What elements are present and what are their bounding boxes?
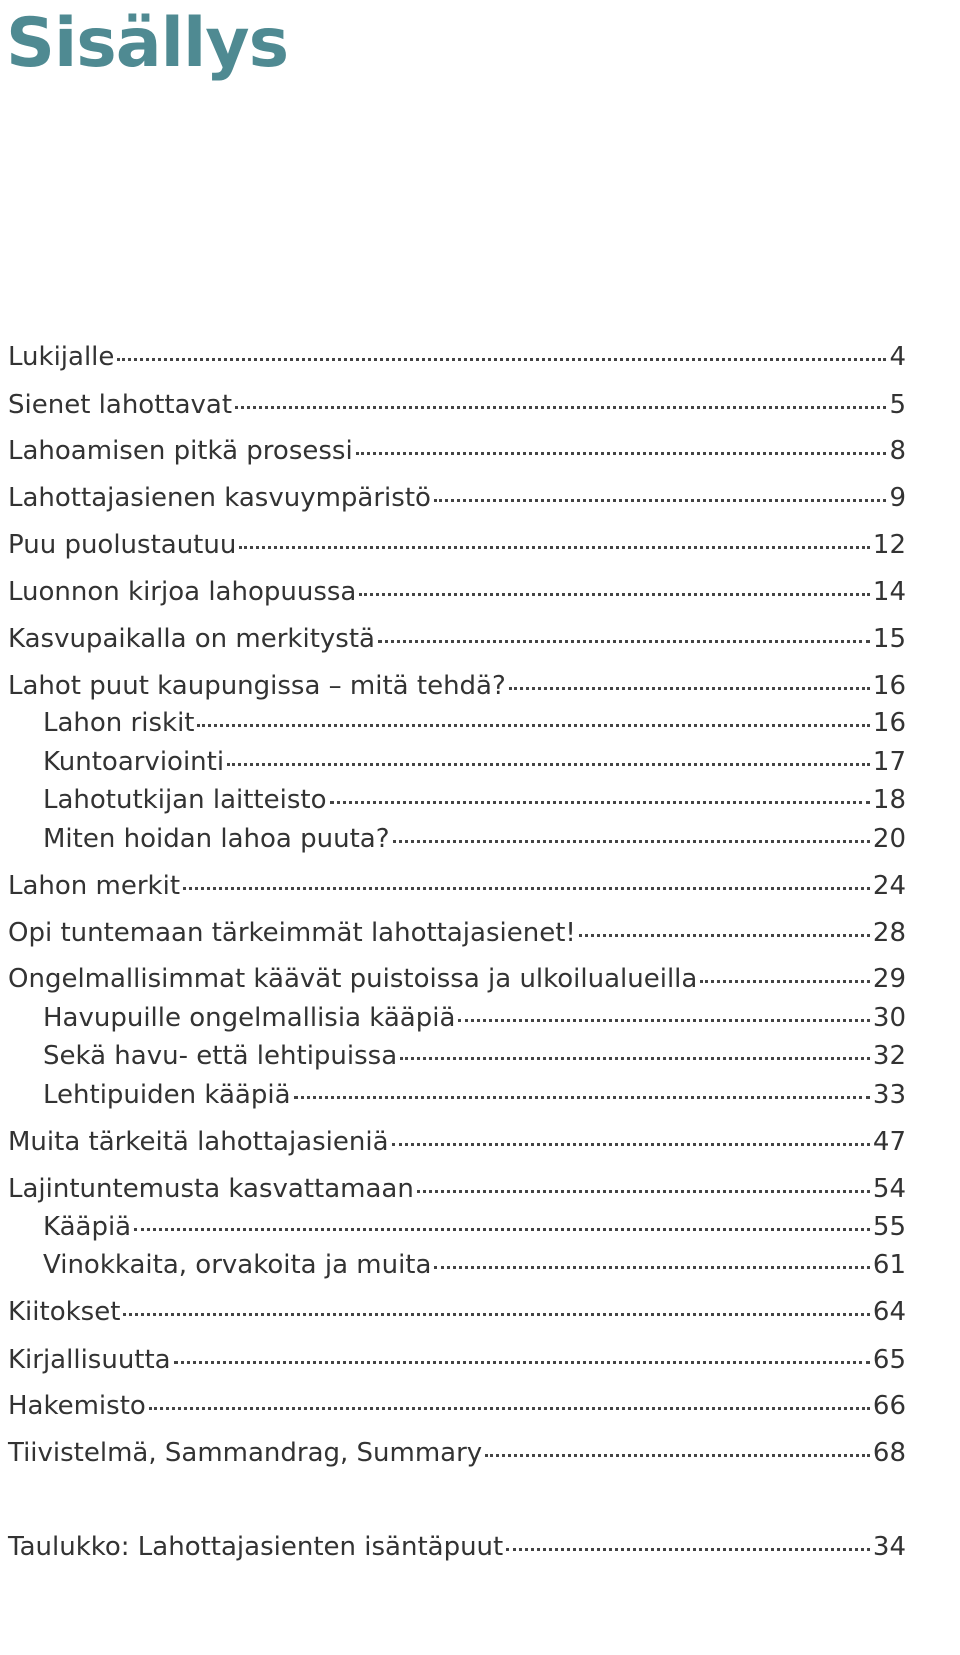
toc-entry xyxy=(8,388,906,422)
toc-entry-label: Sienet lahottavat xyxy=(8,390,233,420)
toc-entry xyxy=(8,622,906,656)
toc-entry-label: Lukijalle xyxy=(8,342,115,372)
toc-entry-label: Taulukko: Lahottajasienten isäntäpuut xyxy=(8,1532,504,1562)
toc-entry xyxy=(8,1530,906,1564)
toc-entry xyxy=(43,822,906,856)
toc-entry-page-number: 29 xyxy=(872,964,906,994)
page-title: Sisällys xyxy=(6,4,289,83)
toc-entry-page-number: 64 xyxy=(872,1297,906,1327)
toc-entry-page-number: 12 xyxy=(872,530,906,560)
dot-leader xyxy=(117,352,886,361)
toc-entry-label: Lehtipuiden kääpiä xyxy=(43,1080,291,1110)
toc-entry xyxy=(43,1039,906,1073)
toc-entry-label: Lahon merkit xyxy=(8,871,181,901)
dot-leader xyxy=(485,1448,870,1457)
toc-entry-label: Lahoamisen pitkä prosessi xyxy=(8,436,353,466)
toc-entry-label: Vinokkaita, orvakoita ja muita xyxy=(43,1250,432,1280)
toc-entry xyxy=(43,745,906,779)
dot-leader xyxy=(434,493,887,502)
dot-leader xyxy=(149,1401,870,1410)
dot-leader xyxy=(400,1051,870,1060)
toc-entry-label: Sekä havu- että lehtipuissa xyxy=(43,1041,398,1071)
toc-entry xyxy=(8,528,906,562)
toc-entry xyxy=(8,434,906,468)
toc-entry xyxy=(43,1248,906,1282)
toc-entry-page-number: 61 xyxy=(872,1250,906,1280)
toc-entry-page-number: 65 xyxy=(872,1345,906,1375)
toc-entry-page-number: 32 xyxy=(872,1041,906,1071)
toc-entry-page-number: 55 xyxy=(872,1212,906,1242)
toc-entry-page-number: 8 xyxy=(889,436,906,466)
toc-entry-label: Kasvupaikalla on merkitystä xyxy=(8,624,375,654)
toc-entry-label: Kääpiä xyxy=(43,1212,132,1242)
toc-entry xyxy=(43,1001,906,1035)
dot-leader xyxy=(359,587,870,596)
toc-entry xyxy=(8,1125,906,1159)
toc-entry-label: Kuntoarviointi xyxy=(43,747,225,777)
toc-entry-label: Kirjallisuutta xyxy=(8,1345,171,1375)
toc-entry xyxy=(8,962,906,996)
dot-leader xyxy=(227,757,870,766)
dot-leader xyxy=(330,795,870,804)
toc-entry-page-number: 5 xyxy=(889,390,906,420)
dot-leader xyxy=(506,1542,870,1551)
toc-entry-page-number: 33 xyxy=(872,1080,906,1110)
dot-leader xyxy=(417,1184,870,1193)
dot-leader xyxy=(134,1222,870,1231)
dot-leader xyxy=(700,974,870,983)
toc-entry xyxy=(8,1172,906,1206)
dot-leader xyxy=(393,834,870,843)
toc-entry-label: Hakemisto xyxy=(8,1391,146,1421)
dot-leader xyxy=(509,681,870,690)
toc-entry xyxy=(8,1436,906,1470)
dot-leader xyxy=(123,1307,870,1316)
toc-entry-page-number: 66 xyxy=(872,1391,906,1421)
toc-entry-page-number: 15 xyxy=(872,624,906,654)
dot-leader xyxy=(197,718,869,727)
toc-entry-label: Lahotutkijan laitteisto xyxy=(43,785,327,815)
dot-leader xyxy=(356,446,887,455)
dot-leader xyxy=(434,1260,869,1269)
dot-leader xyxy=(183,881,870,890)
toc-entry xyxy=(8,1389,906,1423)
toc-entry xyxy=(8,1343,906,1377)
toc-entry-label: Kiitokset xyxy=(8,1297,121,1327)
toc-entry-page-number: 68 xyxy=(872,1438,906,1468)
toc-entry xyxy=(43,783,906,817)
toc-entry-label: Tiivistelmä, Sammandrag, Summary xyxy=(8,1438,483,1468)
toc-entry-page-number: 16 xyxy=(872,671,906,701)
toc-entry-label: Puu puolustautuu xyxy=(8,530,237,560)
dot-leader xyxy=(235,400,886,409)
toc-entry-label: Havupuille ongelmallisia kääpiä xyxy=(43,1003,456,1033)
toc-entry xyxy=(8,481,906,515)
dot-leader xyxy=(294,1090,870,1099)
toc-entry xyxy=(8,869,906,903)
toc-entry-page-number: 14 xyxy=(872,577,906,607)
toc-entry-label: Lahon riskit xyxy=(43,708,195,738)
toc-entry-page-number: 20 xyxy=(872,824,906,854)
toc-entry xyxy=(8,1295,906,1329)
toc-entry-label: Lahottajasienen kasvuympäristö xyxy=(8,483,431,513)
toc-entry xyxy=(8,575,906,609)
toc-entry xyxy=(8,340,906,374)
toc-entry-label: Ongelmallisimmat käävät puistoissa ja ulkoilualueilla xyxy=(8,964,698,994)
toc-entry xyxy=(43,1078,906,1112)
toc-entry-label: Muita tärkeitä lahottajasieniä xyxy=(8,1127,389,1157)
toc-entry-page-number: 18 xyxy=(872,785,906,815)
toc-entry-page-number: 24 xyxy=(872,871,906,901)
toc-entry xyxy=(43,706,906,740)
dot-leader xyxy=(239,540,870,549)
toc-entry-page-number: 9 xyxy=(889,483,906,513)
toc-entry xyxy=(8,916,906,950)
toc-entry xyxy=(43,1210,906,1244)
toc-entry-label: Opi tuntemaan tärkeimmät lahottajasienet! xyxy=(8,918,576,948)
dot-leader xyxy=(378,634,870,643)
toc-entry-page-number: 17 xyxy=(872,747,906,777)
toc-entry-page-number: 28 xyxy=(872,918,906,948)
toc-entry-label: Miten hoidan lahoa puuta? xyxy=(43,824,390,854)
toc-entry-label: Luonnon kirjoa lahopuussa xyxy=(8,577,357,607)
dot-leader xyxy=(174,1355,870,1364)
dot-leader xyxy=(392,1137,870,1146)
toc-entry-label: Lajintuntemusta kasvattamaan xyxy=(8,1174,414,1204)
toc-entry-page-number: 34 xyxy=(872,1532,906,1562)
toc-entry xyxy=(8,669,906,703)
toc-entry-page-number: 54 xyxy=(872,1174,906,1204)
toc-entry-page-number: 4 xyxy=(889,342,906,372)
toc-entry-page-number: 30 xyxy=(872,1003,906,1033)
dot-leader xyxy=(579,928,870,937)
dot-leader xyxy=(458,1013,870,1022)
toc-entry-label: Lahot puut kaupungissa – mitä tehdä? xyxy=(8,671,506,701)
toc-entry-page-number: 47 xyxy=(872,1127,906,1157)
toc-entry-page-number: 16 xyxy=(872,708,906,738)
